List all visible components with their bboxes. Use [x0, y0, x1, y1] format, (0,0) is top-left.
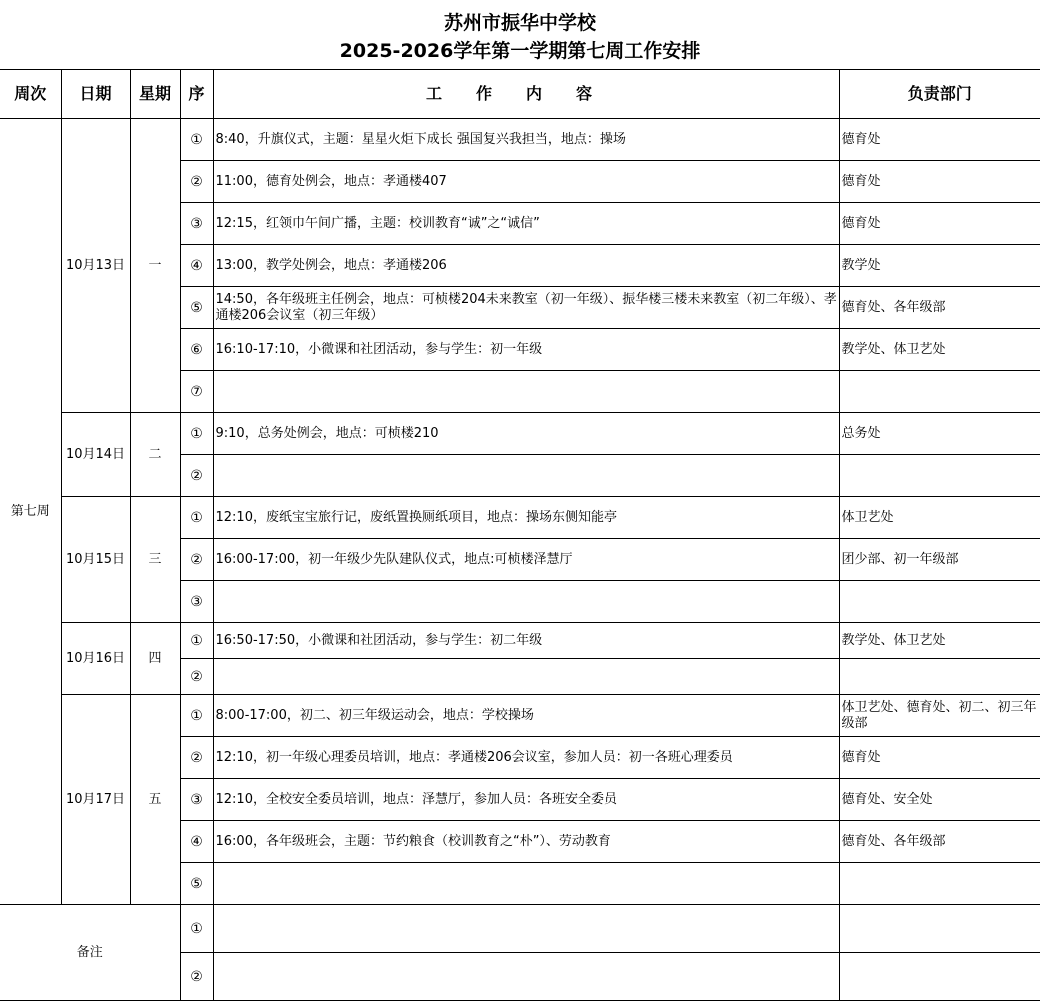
content-cell: [213, 455, 839, 497]
weekday-cell: 三: [130, 497, 180, 623]
note-content-cell: [213, 905, 839, 953]
seq-cell: ⑤: [180, 863, 213, 905]
seq-cell: ③: [180, 581, 213, 623]
weekday-cell: 五: [130, 695, 180, 905]
schedule-row: [0, 695, 1040, 737]
seq-cell: ①: [180, 623, 213, 659]
weekday-cell: 四: [130, 623, 180, 695]
header-content: 工作内容: [213, 70, 839, 119]
dept-cell: 德育处: [839, 737, 1040, 779]
weekday-cell: 一: [130, 119, 180, 413]
dept-cell: 德育处、各年级部: [839, 287, 1040, 329]
date-cell: 10月13日: [61, 119, 130, 413]
seq-cell: ②: [180, 539, 213, 581]
note-row: [0, 905, 1040, 953]
seq-cell: ④: [180, 821, 213, 863]
seq-cell: ②: [180, 161, 213, 203]
header-seq: 序: [180, 70, 213, 119]
dept-cell: 总务处: [839, 413, 1040, 455]
content-cell: 16:10-17:10，小微课和社团活动，参与学生：初一年级: [213, 329, 839, 371]
date-cell: 10月14日: [61, 413, 130, 497]
notes-label: 备注: [0, 905, 180, 1001]
schedule-title: 2025-2026学年第一学期第七周工作安排: [339, 40, 701, 62]
header-row: [0, 70, 1040, 119]
schedule-row: [0, 497, 1040, 539]
dept-cell: 体卫艺处、德育处、初二、初三年级部: [839, 695, 1040, 737]
header-weekday: 星期: [130, 70, 180, 119]
content-cell: 12:10，废纸宝宝旅行记，废纸置换厕纸项目，地点：操场东侧知能亭: [213, 497, 839, 539]
schedule-table: [0, 69, 1040, 1001]
dept-cell: 德育处: [839, 119, 1040, 161]
dept-cell: 教学处、体卫艺处: [839, 329, 1040, 371]
dept-cell: 教学处、体卫艺处: [839, 623, 1040, 659]
dept-cell: [839, 371, 1040, 413]
note-dept-cell: [839, 905, 1040, 953]
content-cell: 16:00-17:00，初一年级少先队建队仪式，地点:可桢楼泽慧厅: [213, 539, 839, 581]
dept-cell: [839, 863, 1040, 905]
content-cell: 12:10，全校安全委员培训，地点：泽慧厅，参加人员：各班安全委员: [213, 779, 839, 821]
seq-cell: ①: [180, 413, 213, 455]
content-cell: 13:00，教学处例会，地点：孝通楼206: [213, 245, 839, 287]
seq-cell: ①: [180, 695, 213, 737]
seq-cell: ①: [180, 497, 213, 539]
content-cell: 9:10，总务处例会，地点：可桢楼210: [213, 413, 839, 455]
header-date: 日期: [61, 70, 130, 119]
note-seq-cell: ②: [180, 953, 213, 1001]
weekday-cell: 二: [130, 413, 180, 497]
content-cell: 12:15，红领巾午间广播，主题：校训教育“诚”之“诚信”: [213, 203, 839, 245]
seq-cell: ④: [180, 245, 213, 287]
seq-cell: ②: [180, 737, 213, 779]
content-cell: 16:50-17:50，小微课和社团活动，参与学生：初二年级: [213, 623, 839, 659]
dept-cell: 德育处: [839, 161, 1040, 203]
note-dept-cell: [839, 953, 1040, 1001]
seq-cell: ②: [180, 455, 213, 497]
date-cell: 10月17日: [61, 695, 130, 905]
date-cell: 10月15日: [61, 497, 130, 623]
dept-cell: 体卫艺处: [839, 497, 1040, 539]
content-cell: 8:00-17:00，初二、初三年级运动会，地点：学校操场: [213, 695, 839, 737]
content-cell: 14:50，各年级班主任例会，地点：可桢楼204未来教室（初一年级）、振华楼三楼未来教室（初二年级）、孝通楼206会议室（初三年级）: [213, 287, 839, 329]
dept-cell: 德育处、安全处: [839, 779, 1040, 821]
content-cell: [213, 371, 839, 413]
schedule-row: [0, 623, 1040, 659]
seq-cell: ⑦: [180, 371, 213, 413]
note-seq-cell: ①: [180, 905, 213, 953]
content-cell: [213, 863, 839, 905]
seq-cell: ①: [180, 119, 213, 161]
content-cell: 16:00，各年级班会，主题：节约粮食（校训教育之“朴”）、劳动教育: [213, 821, 839, 863]
date-cell: 10月16日: [61, 623, 130, 695]
schedule-row: [0, 119, 1040, 161]
seq-cell: ②: [180, 659, 213, 695]
dept-cell: 团少部、初一年级部: [839, 539, 1040, 581]
note-content-cell: [213, 953, 839, 1001]
seq-cell: ③: [180, 203, 213, 245]
header-week: 周次: [0, 70, 61, 119]
schedule-row: [0, 413, 1040, 455]
dept-cell: 德育处、各年级部: [839, 821, 1040, 863]
header-dept: 负责部门: [839, 70, 1040, 119]
school-name: 苏州市振华中学校: [443, 12, 596, 34]
content-cell: 11:00，德育处例会，地点：孝通楼407: [213, 161, 839, 203]
seq-cell: ⑥: [180, 329, 213, 371]
dept-cell: 德育处: [839, 203, 1040, 245]
seq-cell: ③: [180, 779, 213, 821]
dept-cell: [839, 455, 1040, 497]
dept-cell: [839, 581, 1040, 623]
week-cell: 第七周: [0, 119, 61, 905]
seq-cell: ⑤: [180, 287, 213, 329]
content-cell: 12:10，初一年级心理委员培训，地点：孝通楼206会议室，参加人员：初一各班心理委员: [213, 737, 839, 779]
dept-cell: 教学处: [839, 245, 1040, 287]
content-cell: [213, 581, 839, 623]
content-cell: 8:40，升旗仪式，主题：星星火炬下成长 强国复兴我担当，地点：操场: [213, 119, 839, 161]
dept-cell: [839, 659, 1040, 695]
content-cell: [213, 659, 839, 695]
